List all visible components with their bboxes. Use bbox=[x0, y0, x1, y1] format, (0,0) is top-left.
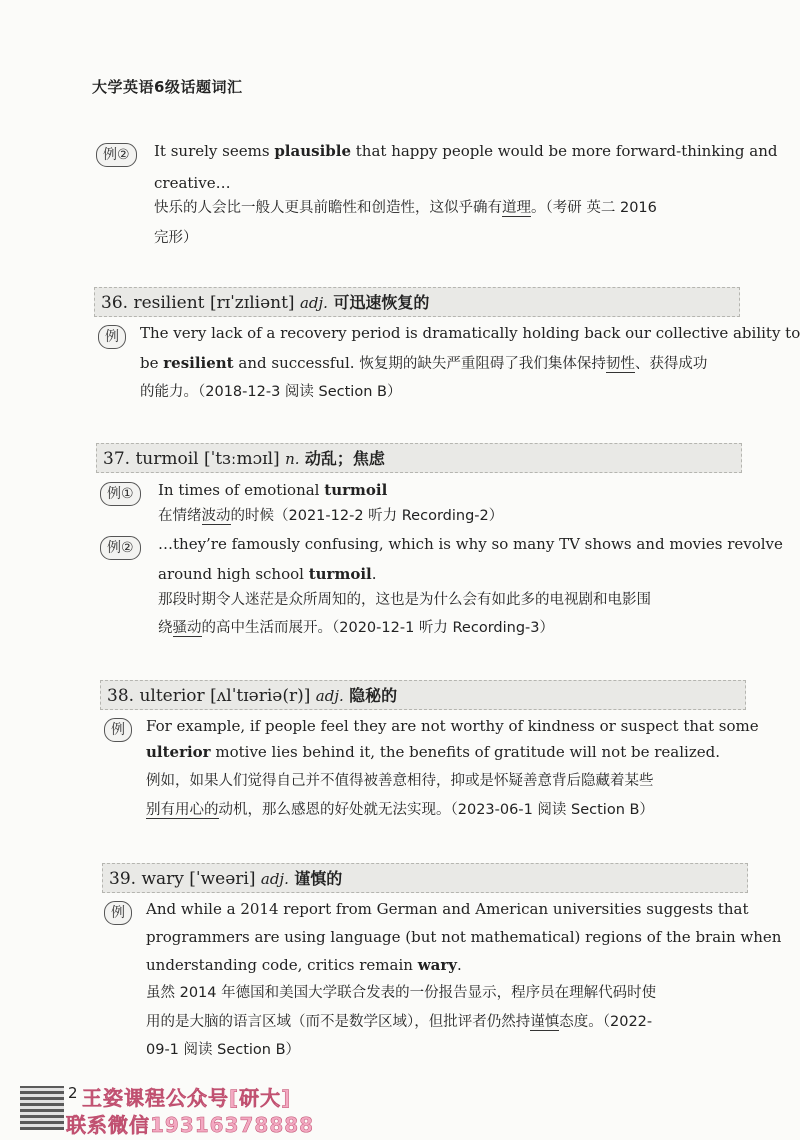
example-sentence-en: In times of emotional turmoil bbox=[158, 481, 388, 499]
entry-heading-wary: 39. wary [ˈweəri] adj. 谨慎的 bbox=[102, 863, 748, 893]
example-translation: 虽然 2014 年德国和美国大学联合发表的一份报告显示，程序员在理解代码时使 bbox=[146, 985, 657, 1001]
example-translation: 例如，如果人们觉得自己并不值得被善意相待，抑或是怀疑善意背后隐藏着某些 bbox=[146, 773, 654, 789]
example-translation-cont: 别有用心的动机，那么感恩的好处就无法实现。（2023-06-1 阅读 Section B） bbox=[146, 802, 654, 818]
example-translation-cont: 完形） bbox=[154, 230, 198, 246]
example-sentence-en: …they’re famously confusing, which is why so many TV shows and movies revolve bbox=[158, 535, 783, 553]
example-sentence-en: The very lack of a recovery period is dramatically holding back our collective ability to bbox=[140, 324, 800, 342]
example-tag: 例 bbox=[98, 325, 126, 349]
example-sentence-en: For example, if people feel they are not worthy of kindness or suspect that some bbox=[146, 717, 759, 735]
example-sentence-mixed: be resilient and successful. 恢复期的缺失严重阻碍了我们集体保持韧性、获得成功 bbox=[140, 354, 708, 372]
example-tag: 例 bbox=[104, 901, 132, 925]
example-translation-cont: 09-1 阅读 Section B） bbox=[146, 1042, 301, 1058]
watermark: 王姿课程公众号[研大] bbox=[82, 1086, 292, 1110]
entry-heading-turmoil: 37. turmoil [ˈtɜːmɔɪl] n. 动乱；焦虑 bbox=[96, 443, 742, 473]
page-footer bbox=[0, 1078, 800, 1140]
example-tag: 例② bbox=[100, 536, 141, 560]
example-tag: 例 bbox=[104, 718, 132, 742]
example-sentence-en-cont: programmers are using language (but not mathematical) regions of the brain when bbox=[146, 928, 782, 946]
example-sentence-en-cont: creative… bbox=[154, 174, 231, 192]
example-translation-cont: 绕骚动的高中生活而展开。（2020-12-1 听力 Recording-3） bbox=[158, 620, 554, 636]
example-sentence-en-cont: ulterior motive lies behind it, the benefits of gratitude will not be realized. bbox=[146, 743, 720, 761]
example-translation: 那段时期令人迷茫是众所周知的，这也是为什么会有如此多的电视剧和电影围 bbox=[158, 592, 651, 608]
example-translation-cont: 用的是大脑的语言区域（而不是数学区域），但批评者仍然持谨慎态度。（2022- bbox=[146, 1014, 653, 1030]
qr-code-icon bbox=[20, 1086, 64, 1130]
example-tag: 例② bbox=[96, 143, 137, 167]
entry-heading-ulterior: 38. ulterior [ʌlˈtɪəriə(r)] adj. 隐秘的 bbox=[100, 680, 746, 710]
entry-heading-resilient: 36. resilient [rɪˈzɪliənt] adj. 可迅速恢复的 bbox=[94, 287, 740, 317]
example-tag: 例① bbox=[100, 482, 141, 506]
example-translation: 的能力。（2018-12-3 阅读 Section B） bbox=[140, 384, 402, 400]
watermark: 联系微信19316378888 bbox=[66, 1113, 315, 1137]
example-sentence-en: And while a 2014 report from German and American universities suggests that bbox=[146, 900, 749, 918]
example-sentence-en-cont: understanding code, critics remain wary. bbox=[146, 956, 462, 974]
page-number: 2 bbox=[68, 1084, 78, 1102]
page-title: 大学英语6级话题词汇 bbox=[92, 78, 243, 96]
example-translation: 快乐的人会比一般人更具前瞻性和创造性，这似乎确有道理。（考研 英二 2016 bbox=[154, 200, 657, 216]
example-sentence-en: It surely seems plausible that happy people would be more forward-thinking and bbox=[154, 142, 778, 160]
example-sentence-en-cont: around high school turmoil. bbox=[158, 565, 377, 583]
example-translation: 在情绪波动的时候（2021-12-2 听力 Recording-2） bbox=[158, 508, 504, 524]
